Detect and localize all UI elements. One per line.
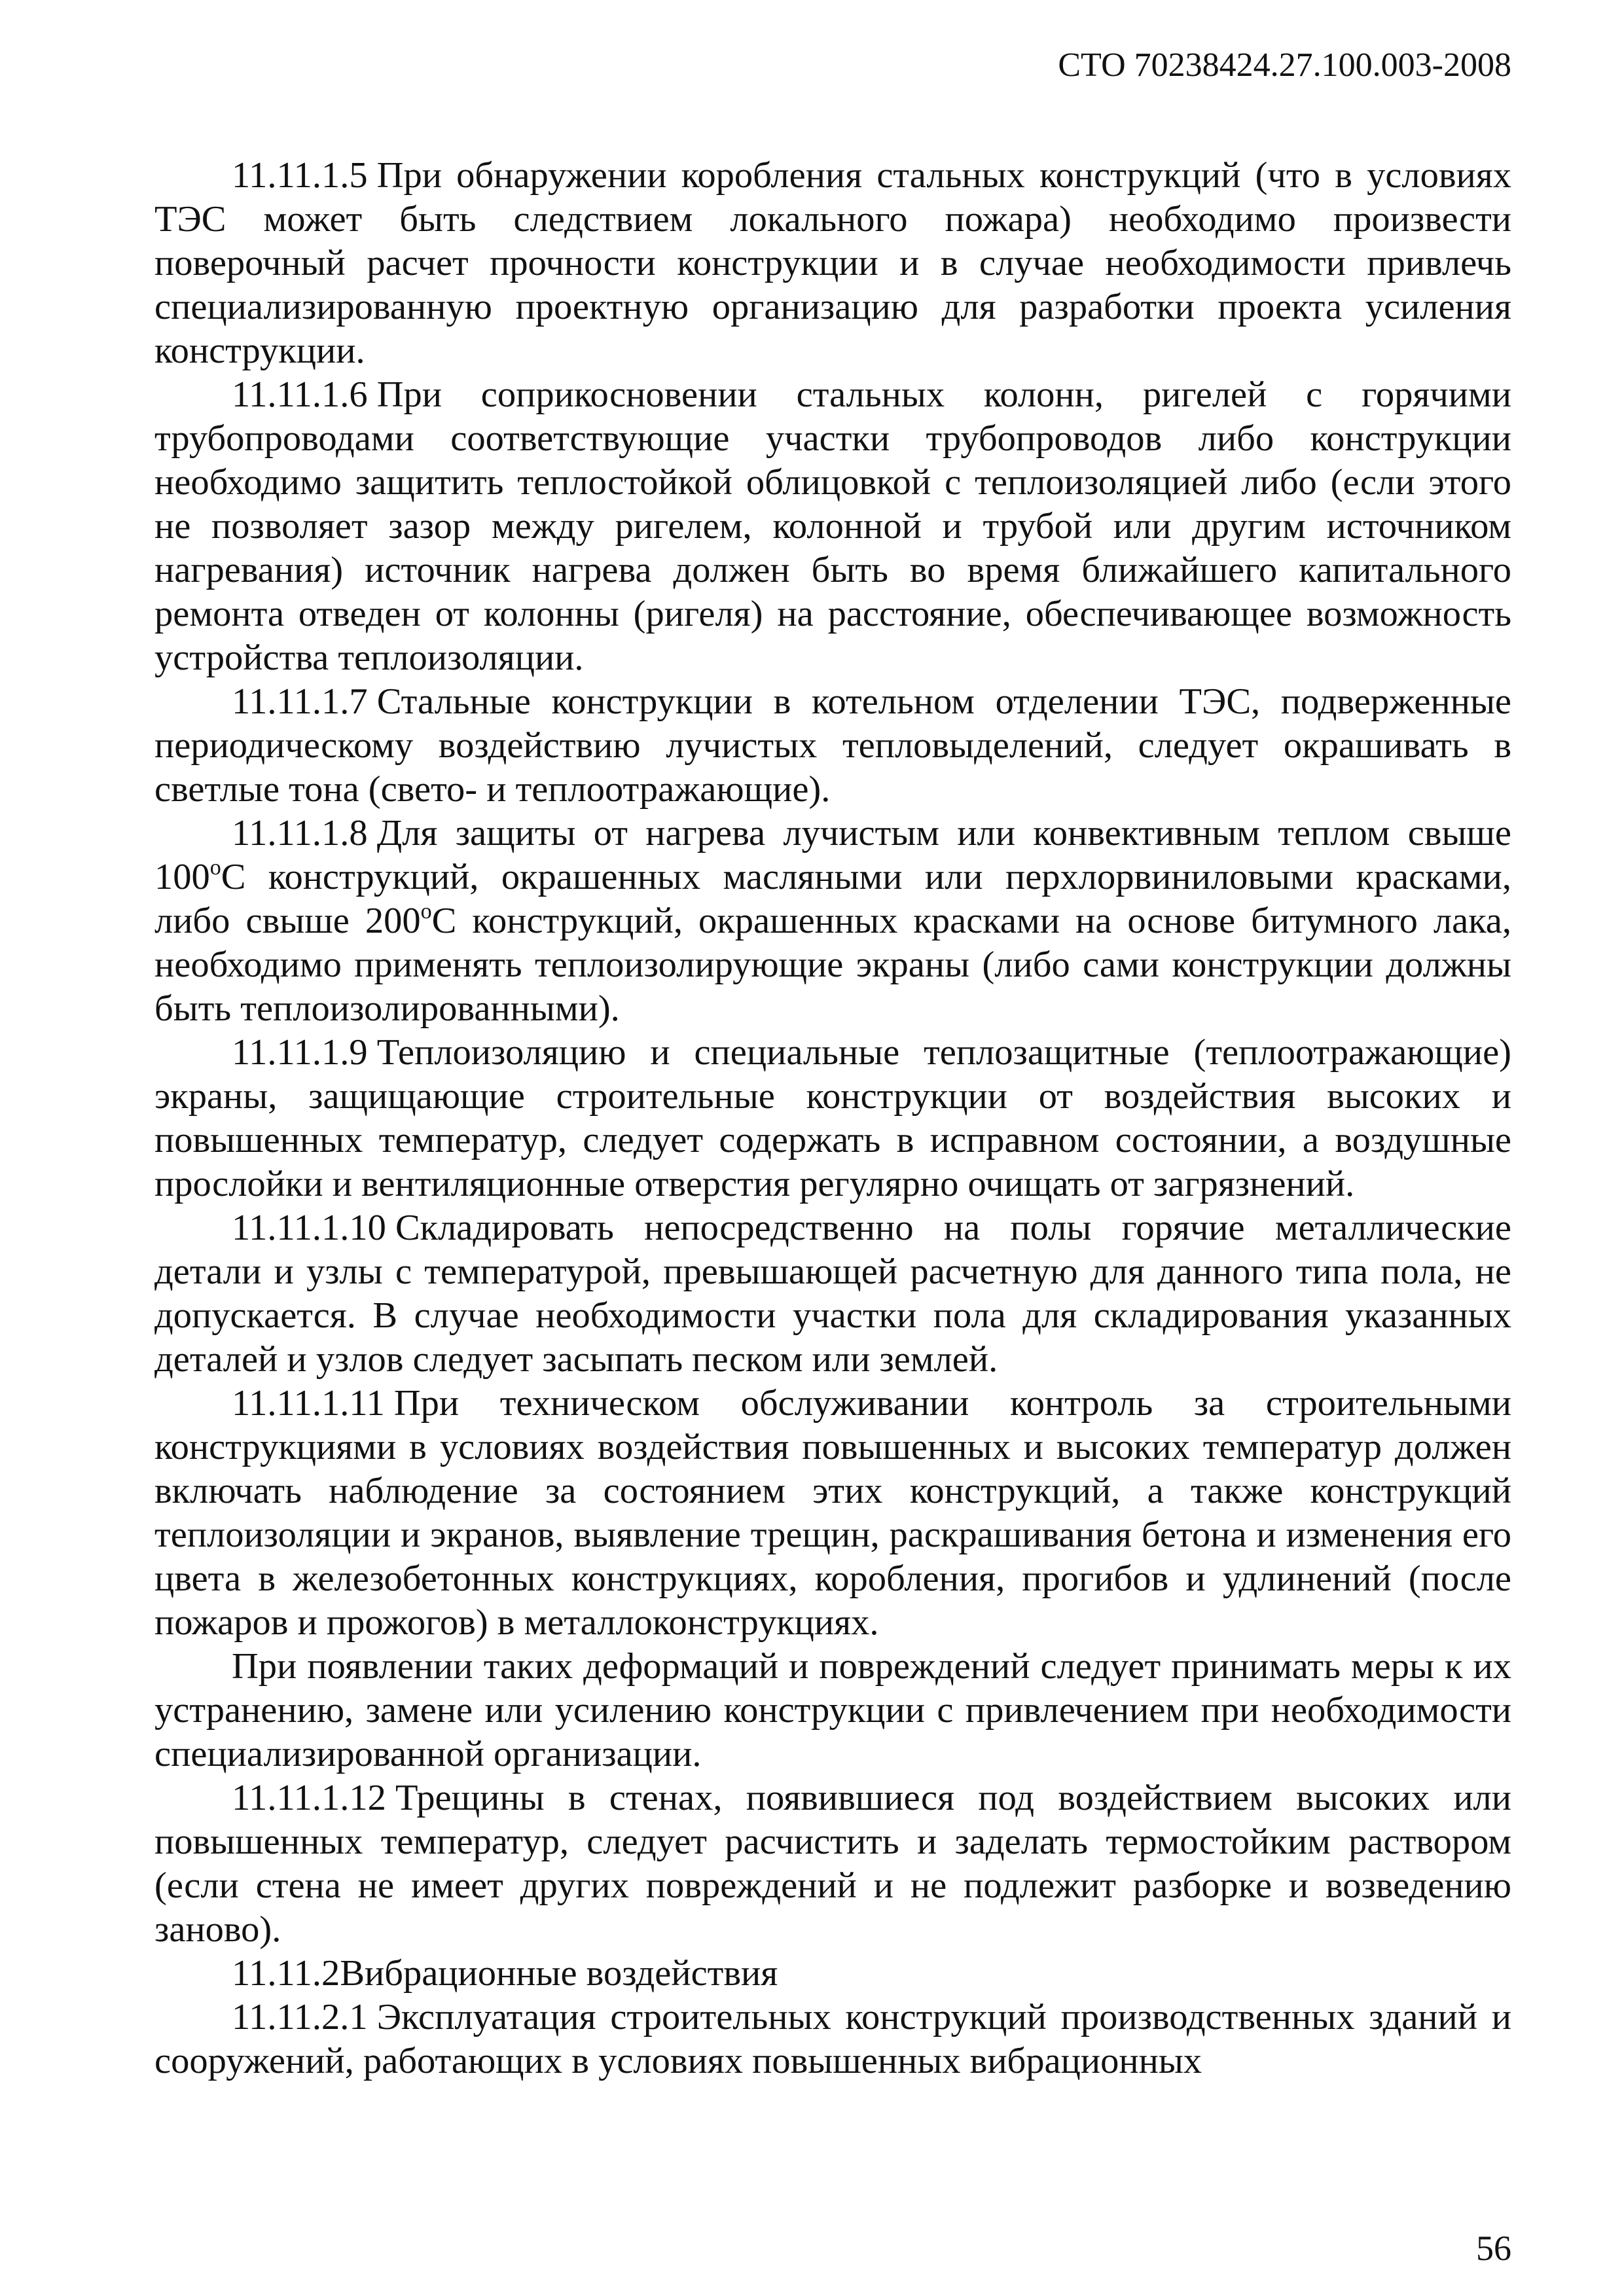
paragraph-11-11-1-11 (154, 1382, 1511, 1645)
clause-text: Теплоизоляцию и специальные теплозащитные (теплоотражающие) экраны, защищающие строительные конструкции от воздействия высоких и повышенных температур, следует содержать в исправном состоянии, а воздушные прослойки и вентиляционные отверстия регулярно очищать от загрязнений. (154, 1032, 1511, 1204)
degree-superscript: о (420, 899, 432, 924)
paragraph-continuation (154, 1645, 1511, 1776)
clause-number: 11.11.2.1 (232, 1997, 368, 2037)
clause-text: При соприкосновении стальных колонн, ригелей с горячими трубопроводами соответствующие участки трубопроводов либо конструкции необходимо защитить теплостойкой облицовкой с теплоизоляцией либо (если этого не позволяет зазор между ригелем, колонной и трубой или другим источником нагревания) источник нагрева должен быть во время ближайшего капитального ремонта отведен от колонны (ригеля) на расстояние, обеспечивающее возможность устройства теплоизоляции. (154, 374, 1511, 678)
clause-text-part: Для защиты от нагрева лучистым или конвективным теплом свыше 100 (154, 813, 1511, 897)
clause-text: Складировать непосредственно на полы горячие металлические детали и узлы с температурой, превышающей расчетную для данного типа пола, не допускается. В случае необходимости участки пола для складирования указанных деталей и узлов следует засыпать песком или землей. (154, 1208, 1511, 1380)
paragraph-11-11-1-6 (154, 373, 1511, 680)
section-heading-11-11-2 (154, 1952, 1511, 1996)
clause-text: Трещины в стенах, появившиеся под воздействием высоких или повышенных температур, следует расчистить и заделать термостойким раствором (если стена не имеет других повреждений и не подлежит разборке и возведению заново). (154, 1778, 1511, 1950)
clause-text-part: С конструкций, окрашенных красками на основе битумного лака, необходимо применять теплоизолирующие экраны (либо сами конструкции должны быть теплоизолированными). (154, 901, 1511, 1029)
clause-text: Стальные конструкции в котельном отделении ТЭС, подверженные периодическому воздействию лучистых тепловыделений, следует окрашивать в светлые тона (свето- и теплоотражающие). (154, 681, 1511, 810)
clause-number: 11.11.1.8 (232, 813, 368, 853)
clause-text: При обнаружении коробления стальных конструкций (что в условиях ТЭС может быть следствием локального пожара) необходимо произвести поверочный расчет прочности конструкции и в случае необходимости привлечь специализированную проектную организацию для разработки проекта усиления конструкции. (154, 155, 1511, 371)
clause-text-part: С конструкций, окрашенных масляными или перхлорвиниловыми красками, либо свыше 200 (154, 857, 1511, 941)
clause-number: 11.11.1.7 (232, 681, 368, 722)
document-body (154, 154, 1511, 2083)
clause-text: При техническом обслуживании контроль за строительными конструкциями в условиях воздействия повышенных и высоких температур должен включать наблюдение за состоянием этих конструкций, а также конструкций теплоизоляции и экранов, выявление трещин, раскрашивания бетона и изменения его цвета в железобетонных конструкциях, коробления, прогибов и удлинений (после пожаров и прожогов) в металлоконструкциях. (154, 1383, 1511, 1643)
page-number: 56 (1476, 2229, 1511, 2268)
paragraph-11-11-1-12 (154, 1776, 1511, 1952)
paragraph-11-11-1-8 (154, 812, 1511, 1031)
degree-superscript: о (209, 855, 221, 880)
paragraph-11-11-2-1 (154, 1996, 1511, 2083)
paragraph-11-11-1-7 (154, 680, 1511, 812)
clause-number: 11.11.1.9 (232, 1032, 368, 1073)
clause-number: 11.11.1.6 (232, 374, 368, 415)
section-title: Вибрационные воздействия (340, 1953, 778, 1994)
paragraph-11-11-1-5 (154, 154, 1511, 373)
clause-number: 11.11.1.10 (232, 1208, 386, 1248)
clause-number: 11.11.1.5 (232, 155, 368, 196)
paragraph-11-11-1-9 (154, 1031, 1511, 1206)
section-number: 11.11.2 (232, 1953, 340, 1994)
document-code-header: СТО 70238424.27.100.003-2008 (1058, 46, 1511, 84)
clause-text: При появлении таких деформаций и повреждений следует принимать меры к их устранению, замене или усилению конструкции с привлечением при необходимости специализированной организации. (154, 1646, 1511, 1774)
clause-text: Эксплуатация строительных конструкций производственных зданий и сооружений, работающих в условиях повышенных вибрационных (154, 1997, 1511, 2081)
clause-number: 11.11.1.11 (232, 1383, 385, 1424)
paragraph-11-11-1-10 (154, 1206, 1511, 1382)
clause-number: 11.11.1.12 (232, 1778, 386, 1818)
